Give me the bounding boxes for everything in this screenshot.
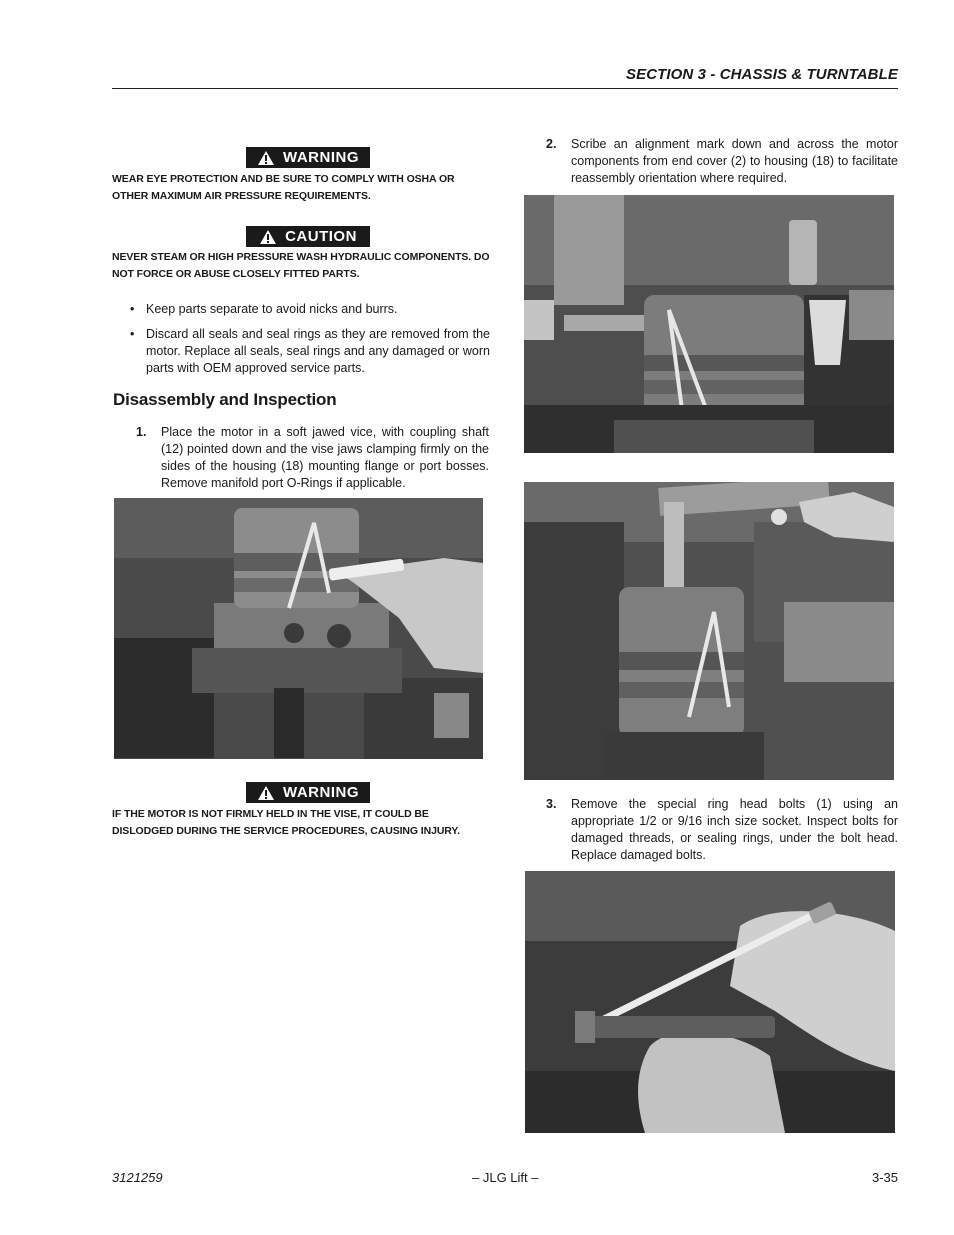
step-number: 2. (546, 137, 557, 151)
photo-ring-head-bolt (525, 871, 895, 1133)
photo-motor-in-vise (114, 498, 483, 759)
warning-label-1 (246, 147, 370, 168)
step-text: Scribe an alignment mark down and across the motor components from end cover (2) to housing (18) to facilitate reassembly orientation where required. (571, 137, 898, 185)
step-3 (546, 796, 898, 864)
warning-triangle-icon (257, 150, 275, 166)
warning-text-2: IF THE MOTOR IS NOT FIRMLY HELD IN THE VISE, IT COULD BE DISLODGED DURING THE SERVICE PROCEDURES, CAUSING INJURY. (112, 808, 460, 837)
bullet-text: Discard all seals and seal rings as they are removed from the motor. Replace all seals, seal rings and any damaged or worn parts with OEM approved service parts. (146, 327, 490, 375)
section-title: SECTION 3 - CHASSIS & TURNTABLE (625, 66, 898, 83)
warning-label-text: WARNING (283, 149, 359, 166)
bullet-dot: • (130, 327, 135, 341)
step-number: 1. (136, 425, 147, 439)
step-1 (136, 424, 489, 492)
caution-text: NEVER STEAM OR HIGH PRESSURE WASH HYDRAULIC COMPONENTS. DO NOT FORCE OR ABUSE CLOSELY FITTED PARTS. (112, 251, 490, 280)
step-text: Remove the special ring head bolts (1) using an appropriate 1/2 or 9/16 inch size socket. Inspect bolts for damaged threads, or sealing rings, under the bolt head. Replace damaged bolts. (571, 797, 898, 862)
header-rule (112, 88, 898, 89)
step-text: Place the motor in a soft jawed vice, with coupling shaft (12) pointed down and the vise jaws clamping firmly on the sides of the housing (18) mounting flange or port bosses. Remove manifold port O-Rings if applicable. (161, 425, 489, 490)
warning-text-1: WEAR EYE PROTECTION AND BE SURE TO COMPLY WITH OSHA OR OTHER MAXIMUM AIR PRESSURE REQUIREMENTS. (112, 173, 455, 202)
caution-triangle-icon (259, 229, 277, 245)
bullet-item (130, 326, 490, 377)
bullet-text: Keep parts separate to avoid nicks and burrs. (146, 302, 398, 316)
footer-doc-number: 3121259 (112, 1170, 163, 1185)
photo-alignment-mark (524, 195, 894, 453)
caution-label-text: CAUTION (285, 228, 357, 245)
footer-center: – JLG Lift – (472, 1170, 539, 1185)
caution-label (246, 226, 370, 247)
warning-label-2 (246, 782, 370, 803)
step-number: 3. (546, 797, 557, 811)
step-2 (546, 136, 898, 187)
section-heading: Disassembly and Inspection (113, 390, 337, 409)
bullet-item (130, 301, 490, 318)
warning-triangle-icon (257, 785, 275, 801)
photo-socket-wrench (524, 482, 894, 780)
bullet-dot: • (130, 302, 135, 316)
warning-label-text: WARNING (283, 784, 359, 801)
footer-page-number: 3-35 (871, 1170, 898, 1185)
